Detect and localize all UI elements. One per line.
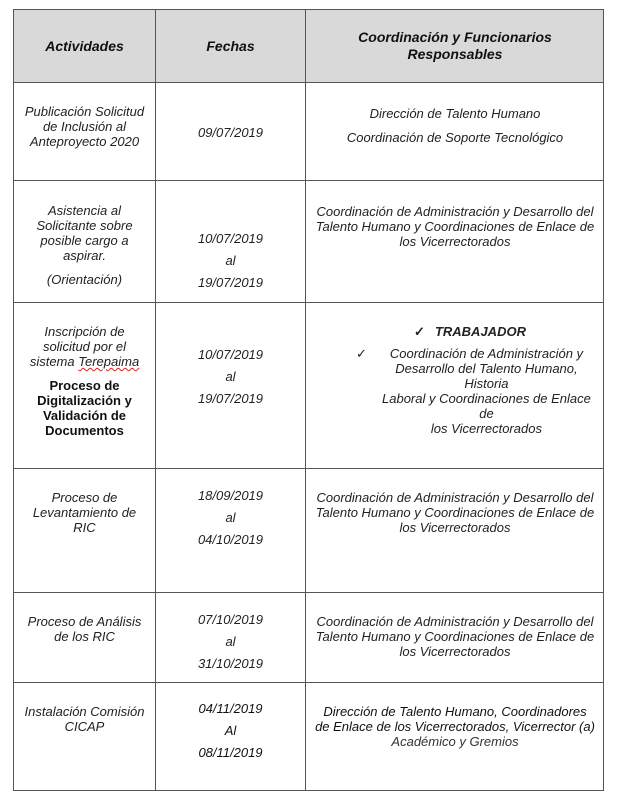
responsible-line: los Vicerrectorados: [399, 234, 511, 249]
date-line: al: [225, 510, 236, 525]
row-divider: [14, 468, 603, 469]
activity-line: de los RIC: [54, 629, 115, 644]
responsible-line: Coordinación de Soporte Tecnológico: [346, 130, 564, 145]
responsible-line: de Enlace de los Vicerrectorados, Vicerrector (a): [315, 719, 595, 734]
row2-dates: [156, 228, 305, 294]
row-divider: [14, 682, 603, 683]
activity-bold-line: Proceso de: [49, 378, 120, 393]
activity-line: [30, 354, 139, 369]
responsible-line: Laboral y Coordinaciones de Enlace de: [382, 391, 591, 421]
responsible-line: Coordinación de Administración y: [389, 346, 584, 361]
row6-activity: [14, 704, 155, 734]
row5-dates: [156, 609, 305, 675]
date-line: 09/07/2019: [197, 125, 264, 140]
activity-line: (Orientación): [46, 272, 123, 287]
coordination-text: [377, 346, 596, 436]
responsible-line: Talento Humano y Coordinaciones de Enlace de: [315, 629, 595, 644]
header-responsible-line: Coordinación y Funcionarios: [358, 29, 552, 45]
activity-line: Instalación Comisión: [24, 704, 145, 719]
row-divider: [14, 180, 603, 181]
activity-line: de Inclusión al: [42, 119, 127, 134]
row1-activity: [14, 104, 155, 149]
activity-line: Levantamiento de: [32, 505, 137, 520]
date-line: Al: [224, 723, 237, 738]
header-activities: Actividades: [45, 37, 124, 54]
system-name: Terepaima: [78, 354, 140, 369]
date-line: 10/07/2019: [197, 347, 264, 362]
date-line: 10/07/2019: [197, 231, 264, 246]
row1-responsible: [306, 106, 604, 145]
row-divider: [14, 302, 603, 303]
date-line: 31/10/2019: [197, 656, 264, 671]
header-responsible: [306, 10, 604, 82]
activity-word: sistema: [29, 354, 75, 369]
activity-line: Anteproyecto 2020: [29, 134, 140, 149]
date-line: 07/10/2019: [197, 612, 264, 627]
coordination-bullet: [306, 346, 604, 436]
activity-line: RIC: [73, 520, 96, 535]
date-line: 19/07/2019: [197, 275, 264, 290]
responsible-line: Dirección de Talento Humano: [369, 106, 541, 121]
responsible-line: Coordinación de Administración y Desarrollo del: [316, 490, 594, 505]
worker-title: TRABAJADOR: [434, 324, 526, 339]
row3-activity: [14, 324, 155, 438]
row5-responsible: [306, 614, 604, 659]
worker-bullet: [414, 324, 526, 339]
header-dates: Fechas: [206, 37, 255, 54]
row1-dates: [156, 125, 305, 140]
activity-bold-line: Validación de: [42, 408, 127, 423]
responsible-line: los Vicerrectorados: [399, 520, 511, 535]
date-line: al: [225, 253, 236, 268]
activity-line: Solicitante sobre: [36, 218, 133, 233]
row2-activity: [14, 203, 155, 287]
date-line: 04/11/2019: [198, 701, 263, 716]
activity-bold-line: Documentos: [45, 423, 124, 438]
activity-line: CICAP: [64, 719, 105, 734]
activity-line: Inscripción de: [44, 324, 125, 339]
activity-line: Publicación Solicitud: [24, 104, 145, 119]
responsible-line: Académico y Gremios: [391, 734, 519, 749]
date-line: al: [225, 634, 236, 649]
activity-line: solicitud por el: [42, 339, 127, 354]
responsible-line: Dirección de Talento Humano, Coordinadores: [323, 704, 587, 719]
activity-bold-line: Digitalización y: [37, 393, 132, 408]
check-icon: ✓: [356, 346, 367, 361]
date-line: 08/11/2019: [198, 745, 263, 760]
responsible-line: los Vicerrectorados: [399, 644, 511, 659]
activity-line: Asistencia al: [48, 203, 121, 218]
row4-responsible: [306, 490, 604, 535]
date-line: 18/09/2019: [197, 488, 264, 503]
row6-responsible: [306, 704, 604, 749]
responsible-line: los Vicerrectorados: [430, 421, 542, 436]
responsible-line: Talento Humano y Coordinaciones de Enlace de: [315, 219, 595, 234]
row3-dates: [156, 344, 305, 410]
row4-dates: [156, 485, 305, 551]
responsible-line: Desarrollo del Talento Humano, Historia: [395, 361, 578, 391]
activity-line: aspirar.: [63, 248, 106, 263]
activity-line: Proceso de: [51, 490, 118, 505]
check-icon: ✓: [414, 324, 425, 339]
responsible-line: Coordinación de Administración y Desarrollo del: [316, 614, 594, 629]
date-line: 19/07/2019: [197, 391, 264, 406]
date-line: 04/10/2019: [197, 532, 264, 547]
responsible-line: Coordinación de Administración y Desarrollo del: [316, 204, 594, 219]
header-responsible-line: Responsables: [407, 46, 503, 62]
row5-activity: [14, 614, 155, 644]
date-line: al: [225, 369, 236, 384]
row6-dates: [156, 698, 305, 764]
activities-table: [13, 9, 604, 791]
row2-responsible: [306, 204, 604, 249]
activity-line: posible cargo a: [40, 233, 129, 248]
activity-line: Proceso de Análisis: [27, 614, 142, 629]
responsible-line: Talento Humano y Coordinaciones de Enlace de: [315, 505, 595, 520]
row4-activity: [14, 490, 155, 535]
row-divider: [14, 592, 603, 593]
row3-responsible: [306, 324, 604, 436]
